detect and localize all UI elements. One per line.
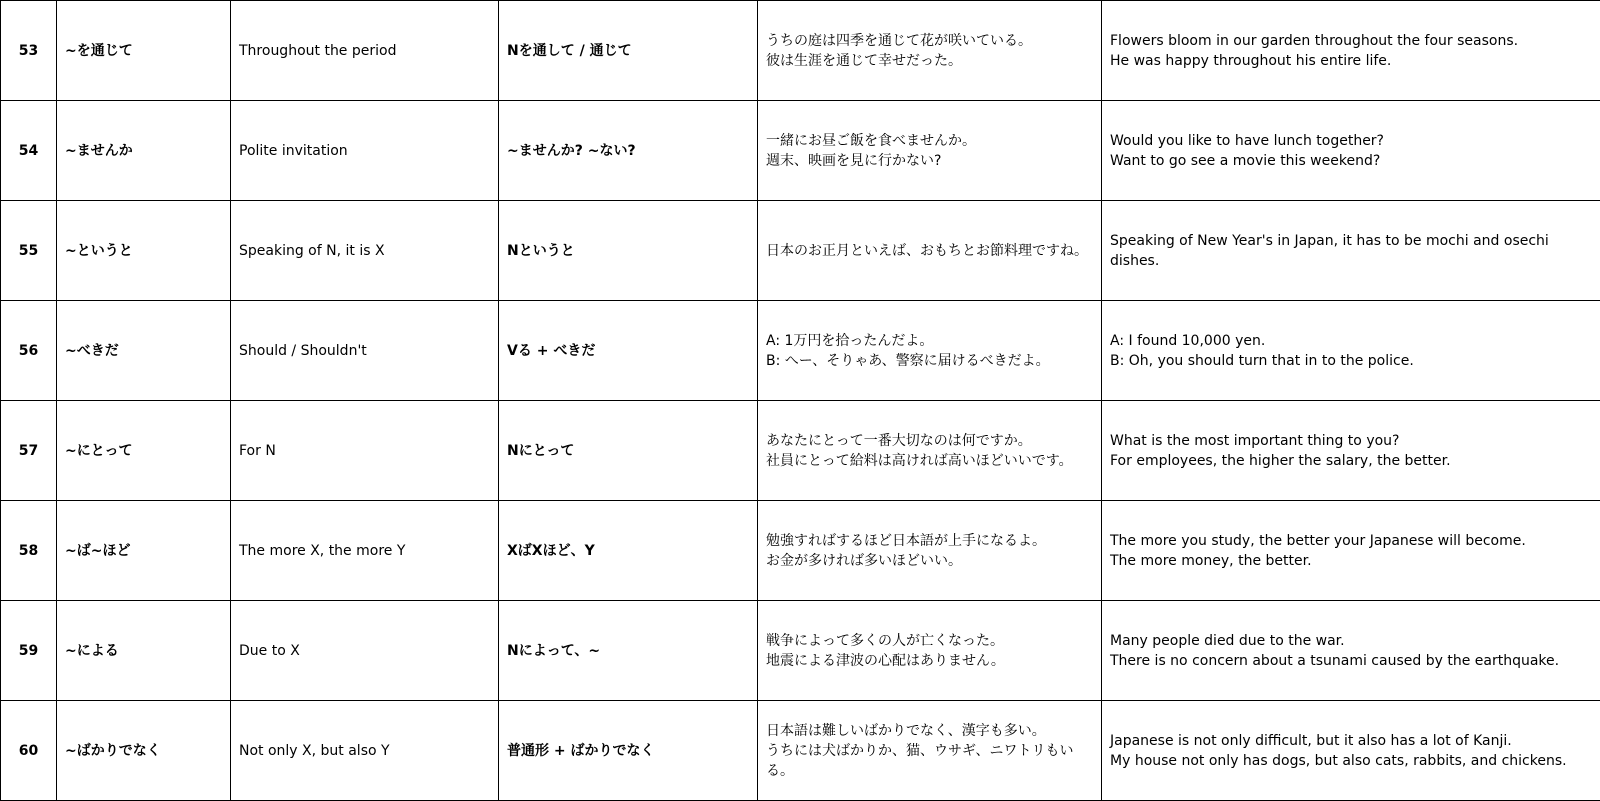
english-example-line: He was happy throughout his entire life. (1110, 51, 1592, 71)
japanese-examples-cell (758, 1, 1102, 101)
form-cell: Nによって、~ (499, 601, 758, 701)
japanese-example-line: あなたにとって一番大切なのは何ですか。 (766, 431, 1093, 451)
meaning-cell: Due to X (231, 601, 499, 701)
grammar-pattern-cell: ~による (57, 601, 231, 701)
grammar-pattern-cell: ~ませんか (57, 101, 231, 201)
form-cell: Nを通して / 通じて (499, 1, 758, 101)
english-examples-cell (1102, 701, 1600, 801)
table-row (1, 701, 1600, 801)
table-row (1, 201, 1600, 301)
english-examples-cell (1102, 401, 1600, 501)
table-row (1, 1, 1600, 101)
japanese-example-line: A: 1万円を拾ったんだよ。 (766, 331, 1093, 351)
grammar-pattern-cell: ~にとって (57, 401, 231, 501)
japanese-examples-cell (758, 701, 1102, 801)
english-examples-cell (1102, 601, 1600, 701)
japanese-examples-cell (758, 401, 1102, 501)
japanese-example-line: うちの庭は四季を通じて花が咲いている。 (766, 31, 1093, 51)
japanese-example-line: 一緒にお昼ご飯を食べませんか。 (766, 131, 1093, 151)
japanese-example-line: お金が多ければ多いほどいい。 (766, 551, 1093, 571)
english-examples-cell (1102, 101, 1600, 201)
japanese-examples-cell (758, 101, 1102, 201)
japanese-examples-cell (758, 201, 1102, 301)
english-example-line: Many people died due to the war. (1110, 631, 1592, 651)
meaning-cell: Not only X, but also Y (231, 701, 499, 801)
japanese-example-line: 日本語は難しいばかりでなく、漢字も多い。 (766, 721, 1093, 741)
table-row (1, 101, 1600, 201)
meaning-cell: Polite invitation (231, 101, 499, 201)
form-cell: Vる + べきだ (499, 301, 758, 401)
english-example-line: My house not only has dogs, but also cats, rabbits, and chickens. (1110, 751, 1592, 771)
japanese-examples-cell (758, 601, 1102, 701)
row-number-cell: 55 (1, 201, 57, 301)
japanese-example-line: 日本のお正月といえば、おもちとお節料理ですね。 (766, 241, 1093, 261)
meaning-cell: The more X, the more Y (231, 501, 499, 601)
japanese-example-line: 彼は生涯を通じて幸せだった。 (766, 51, 1093, 71)
japanese-example-line: 社員にとって給料は高ければ高いほどいいです。 (766, 451, 1093, 471)
japanese-example-line: 戦争によって多くの人が亡くなった。 (766, 631, 1093, 651)
table-body (1, 1, 1600, 801)
english-example-line: Want to go see a movie this weekend? (1110, 151, 1592, 171)
english-example-line: Japanese is not only difficult, but it also has a lot of Kanji. (1110, 731, 1592, 751)
japanese-example-line: B: へー、そりゃあ、警察に届けるべきだよ。 (766, 351, 1093, 371)
english-example-line: The more you study, the better your Japanese will become. (1110, 531, 1592, 551)
meaning-cell: Throughout the period (231, 1, 499, 101)
english-example-line: Flowers bloom in our garden throughout the four seasons. (1110, 31, 1592, 51)
form-cell: 普通形 + ばかりでなく (499, 701, 758, 801)
meaning-cell: For N (231, 401, 499, 501)
row-number-cell: 58 (1, 501, 57, 601)
form-cell: Nにとって (499, 401, 758, 501)
grammar-pattern-cell: ~べきだ (57, 301, 231, 401)
table-row (1, 601, 1600, 701)
japanese-example-line: うちには犬ばかりか、猫、ウサギ、ニワトリもいる。 (766, 741, 1093, 781)
meaning-cell: Speaking of N, it is X (231, 201, 499, 301)
english-example-line: For employees, the higher the salary, the better. (1110, 451, 1592, 471)
english-example-line: The more money, the better. (1110, 551, 1592, 571)
grammar-pattern-cell: ~ばかりでなく (57, 701, 231, 801)
grammar-pattern-cell: ~というと (57, 201, 231, 301)
japanese-example-line: 週末、映画を見に行かない? (766, 151, 1093, 171)
row-number-cell: 57 (1, 401, 57, 501)
meaning-cell: Should / Shouldn't (231, 301, 499, 401)
japanese-examples-cell (758, 301, 1102, 401)
table-row (1, 501, 1600, 601)
form-cell: Nというと (499, 201, 758, 301)
english-example-line: B: Oh, you should turn that in to the police. (1110, 351, 1592, 371)
english-examples-cell (1102, 1, 1600, 101)
row-number-cell: 53 (1, 1, 57, 101)
japanese-example-line: 勉強すればするほど日本語が上手になるよ。 (766, 531, 1093, 551)
row-number-cell: 60 (1, 701, 57, 801)
english-example-line: A: I found 10,000 yen. (1110, 331, 1592, 351)
english-examples-cell (1102, 301, 1600, 401)
english-example-line: Would you like to have lunch together? (1110, 131, 1592, 151)
grammar-pattern-cell: ~を通じて (57, 1, 231, 101)
japanese-examples-cell (758, 501, 1102, 601)
english-example-line: Speaking of New Year's in Japan, it has to be mochi and osechi dishes. (1110, 231, 1592, 271)
japanese-example-line: 地震による津波の心配はありません。 (766, 651, 1093, 671)
grammar-pattern-cell: ~ば~ほど (57, 501, 231, 601)
english-example-line: What is the most important thing to you? (1110, 431, 1592, 451)
english-examples-cell (1102, 201, 1600, 301)
row-number-cell: 59 (1, 601, 57, 701)
form-cell: ~ませんか? ~ない? (499, 101, 758, 201)
table-row (1, 401, 1600, 501)
table-row (1, 301, 1600, 401)
row-number-cell: 56 (1, 301, 57, 401)
row-number-cell: 54 (1, 101, 57, 201)
english-example-line: There is no concern about a tsunami caused by the earthquake. (1110, 651, 1592, 671)
form-cell: XばXほど、Y (499, 501, 758, 601)
english-examples-cell (1102, 501, 1600, 601)
